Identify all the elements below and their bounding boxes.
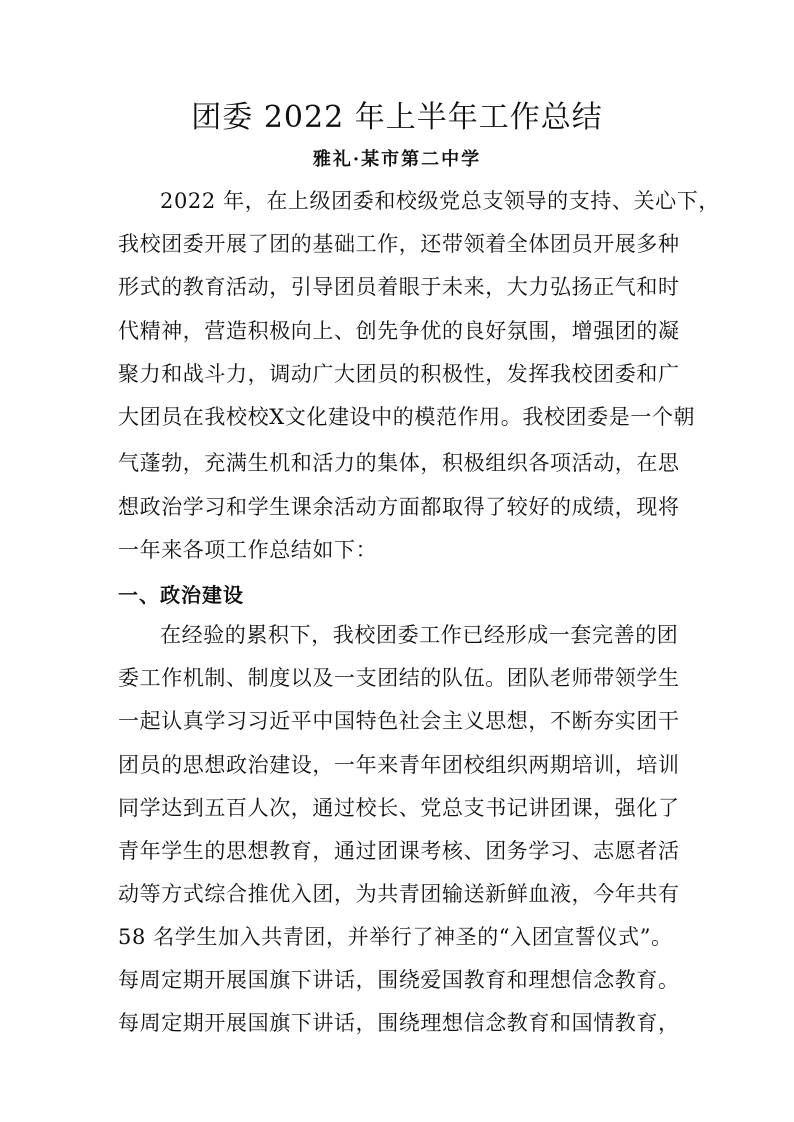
section1-line-7: 动等方式综合推优入团，为共青团输送新鲜血液，今年共有 <box>118 882 680 906</box>
section1-line-3: 一起认真学习习近平中国特色社会主义思想，不断夯实团干 <box>118 709 680 733</box>
section1-line-4: 团员的思想政治建设，一年来青年团校组织两期培训，培训 <box>118 753 680 777</box>
section1-line-5: 同学达到五百人次，通过校长、党总支书记讲团课，强化了 <box>118 796 680 820</box>
section1-line-9: 每周定期开展国旗下讲话，围绕爱国教育和理想信念教育。 <box>118 968 680 992</box>
intro-line-6: 大团员在我校校X文化建设中的模范作用。我校团委是一个朝 <box>118 405 696 429</box>
section1-line-2: 委工作机制、制度以及一支团结的队伍。团队老师带领学生 <box>118 666 680 690</box>
document-subtitle: 雅礼·某市第二中学 <box>312 149 482 170</box>
intro-line-9: 一年来各项工作总结如下： <box>118 538 378 562</box>
section1-line-6: 青年学生的思想教育，通过团课考核、团务学习、志愿者活 <box>118 839 680 863</box>
intro-line-1: 2022 年，在上级团委和校级党总支领导的支持、关心下， <box>160 189 720 213</box>
section1-line-10: 每周定期开展国旗下讲话，围绕理想信念教育和国情教育， <box>118 1011 680 1035</box>
section-heading-political: 一、政治建设 <box>118 583 244 607</box>
document-title: 团委 2022 年上半年工作总结 <box>191 100 603 135</box>
intro-line-5: 聚力和战斗力，调动广大团员的积极性，发挥我校团委和广 <box>118 362 680 386</box>
intro-line-8: 想政治学习和学生课余活动方面都取得了较好的成绩，现将 <box>118 495 680 519</box>
intro-line-3: 形式的教育活动，引导团员着眼于未来，大力弘扬正气和时 <box>118 275 680 299</box>
section1-line-1: 在经验的累积下，我校团委工作已经形成一套完善的团 <box>160 623 679 647</box>
intro-line-7: 气蓬勃，充满生机和活力的集体，积极组织各项活动，在思 <box>118 451 680 475</box>
section1-line-8: 58 名学生加入共青团，并举行了神圣的“入团宣誓仪式”。 <box>118 925 673 949</box>
intro-line-4: 代精神，营造积极向上、创先争优的良好氛围，增强团的凝 <box>118 319 680 343</box>
intro-line-2: 我校团委开展了团的基础工作，还带领着全体团员开展多种 <box>118 232 680 256</box>
